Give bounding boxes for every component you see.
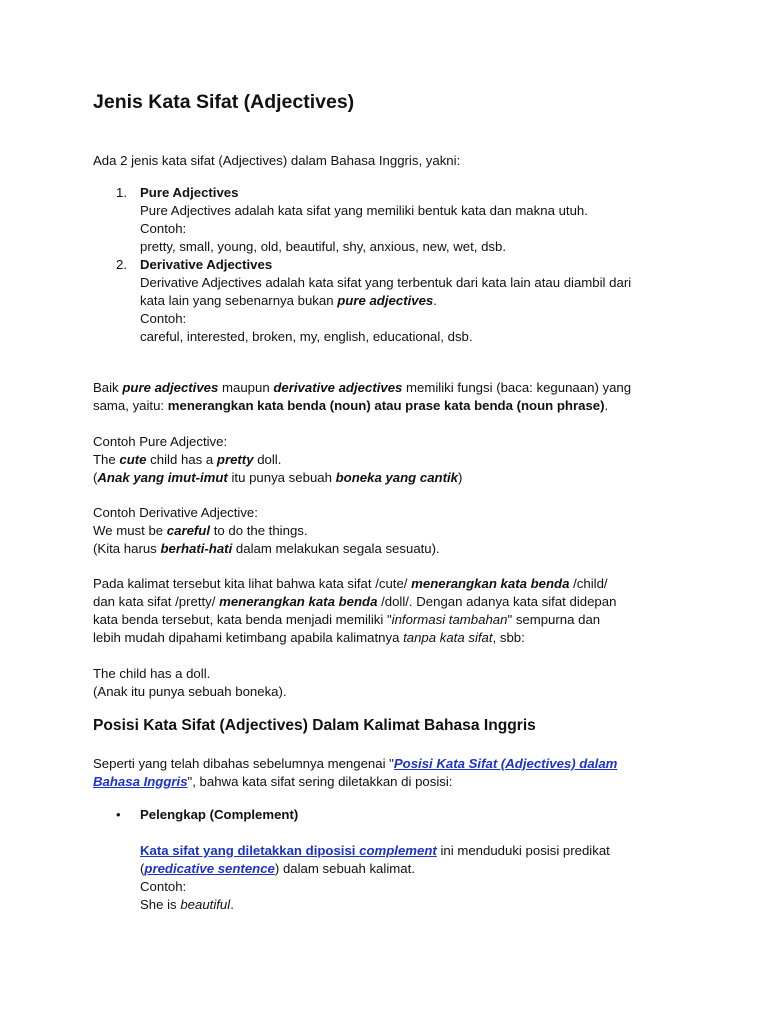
emphasis-text: Anak yang imut-imut — [97, 470, 228, 485]
bullet-heading: Pelengkap (Complement) — [140, 807, 299, 822]
emphasis-text: cute — [119, 452, 147, 467]
text-run: kata lain yang sebenarnya bukan — [140, 293, 338, 308]
text-run: kata benda tersebut, kata benda menjadi memiliki " — [93, 612, 392, 627]
text-run: ( — [140, 861, 145, 876]
text-run: ) dalam sebuah kalimat. — [274, 861, 415, 876]
text-run: We must be — [93, 523, 167, 538]
examples-text: careful, interested, broken, my, english, educational, dsb. — [140, 329, 473, 344]
text-run: " sempurna dan — [507, 612, 601, 627]
plain-example — [93, 665, 693, 701]
link-text[interactable]: Bahasa Inggris — [93, 774, 188, 789]
text-run: ", bahwa kata sifat sering diletakkan di posisi: — [187, 774, 453, 789]
text-run: . — [433, 293, 437, 308]
section2-intro — [93, 755, 693, 791]
list-item-desc: Pure Adjectives adalah kata sifat yang memiliki bentuk kata dan makna utuh. — [140, 203, 588, 218]
list-item-derivative-adjectives — [140, 256, 700, 346]
text-run: sama, yaitu: — [93, 398, 168, 413]
contoh-label: Contoh: — [140, 879, 187, 894]
link-text[interactable]: complement — [359, 843, 437, 858]
bullet-item-complement — [140, 806, 700, 824]
emphasis-text: careful — [166, 523, 211, 538]
derivative-adjective-example — [93, 504, 693, 558]
emphasis-text: berhati-hati — [160, 541, 233, 556]
text-run: lebih mudah dipahami ketimbang apabila kalimatnya — [93, 630, 404, 645]
emphasis-text: boneka yang cantik — [335, 470, 458, 485]
text-run: She is — [140, 897, 181, 912]
text-run: , sbb: — [492, 630, 525, 645]
bullet-icon: • — [116, 807, 121, 822]
link-text[interactable]: Kata sifat yang diletakkan diposisi — [140, 843, 360, 858]
intro-text: Ada 2 jenis kata sifat (Adjectives) dalam Bahasa Inggris, yakni: — [93, 153, 461, 168]
text-run: memiliki fungsi (baca: kegunaan) yang — [402, 380, 632, 395]
text-run: ) — [458, 470, 463, 485]
pure-adjective-example — [93, 433, 693, 487]
posisi-kata-sifat-link[interactable] — [93, 774, 188, 789]
contoh-label: Contoh: — [140, 311, 187, 326]
list-number-2: 2. — [116, 257, 127, 272]
text-run: /child/ — [569, 576, 608, 591]
emphasis-text: menerangkan kata benda — [411, 576, 570, 591]
emphasis-text: derivative adjectives — [273, 380, 403, 395]
text-run: Seperti yang telah dibahas sebelumnya mengenai " — [93, 756, 394, 771]
page-title: Jenis Kata Sifat (Adjectives) — [93, 91, 355, 113]
italic-text: informasi tambahan — [391, 612, 508, 627]
list-item-desc-line2 — [140, 292, 700, 310]
text-run: /doll/. Dengan adanya kata sifat didepan — [377, 594, 617, 609]
emphasis-text: menerangkan kata benda — [219, 594, 378, 609]
text-run: to do the things. — [210, 523, 308, 538]
examples-text: pretty, small, young, old, beautiful, shy, anxious, new, wet, dsb. — [140, 239, 507, 254]
list-item-heading: Pure Adjectives — [140, 185, 239, 200]
text-run: ( — [93, 470, 98, 485]
explanation-paragraph — [93, 575, 693, 647]
text-run: maupun — [218, 380, 274, 395]
posisi-kata-sifat-link[interactable] — [394, 756, 618, 771]
emphasis-text: pure adjectives — [337, 293, 434, 308]
emphasis-text: pure adjectives — [122, 380, 219, 395]
list-number-1: 1. — [116, 185, 127, 200]
text-run: ini menduduki posisi predikat — [436, 843, 610, 858]
complement-link[interactable] — [140, 843, 437, 858]
example-translation: (Anak itu punya sebuah boneka). — [93, 684, 287, 699]
fungsi-paragraph — [93, 379, 693, 415]
link-text[interactable]: Posisi Kata Sifat (Adjectives) dalam — [393, 756, 618, 771]
section-heading: Posisi Kata Sifat (Adjectives) Dalam Kalimat Bahasa Inggris — [93, 717, 536, 734]
text-run: (Kita harus — [93, 541, 161, 556]
text-run: doll. — [253, 452, 282, 467]
text-run: Baik — [93, 380, 123, 395]
list-item-pure-adjectives — [140, 184, 700, 256]
text-run: . — [604, 398, 609, 413]
italic-text: tanpa kata sifat — [403, 630, 493, 645]
complement-paragraph — [140, 842, 700, 914]
text-run: child has a — [146, 452, 217, 467]
link-text[interactable]: predicative sentence — [144, 861, 275, 876]
text-run: Pada kalimat tersebut kita lihat bahwa kata sifat /cute/ — [93, 576, 412, 591]
emphasis-text: pretty — [216, 452, 254, 467]
contoh-label: Contoh: — [140, 221, 187, 236]
italic-text: beautiful — [180, 897, 231, 912]
example-label: Contoh Pure Adjective: — [93, 434, 228, 449]
list-item-desc-line1: Derivative Adjectives adalah kata sifat yang terbentuk dari kata lain atau diambil dari — [140, 275, 632, 290]
text-run: dan kata sifat /pretty/ — [93, 594, 220, 609]
list-item-heading: Derivative Adjectives — [140, 257, 273, 272]
text-run: The — [93, 452, 120, 467]
bold-text: menerangkan kata benda (noun) atau prase kata benda (noun phrase) — [167, 398, 605, 413]
text-run: itu punya sebuah — [227, 470, 336, 485]
text-run: dalam melakukan segala sesuatu). — [232, 541, 440, 556]
example-label: Contoh Derivative Adjective: — [93, 505, 258, 520]
example-sentence: The child has a doll. — [93, 666, 211, 681]
text-run: . — [230, 897, 234, 912]
predicative-sentence-link[interactable] — [144, 861, 274, 876]
